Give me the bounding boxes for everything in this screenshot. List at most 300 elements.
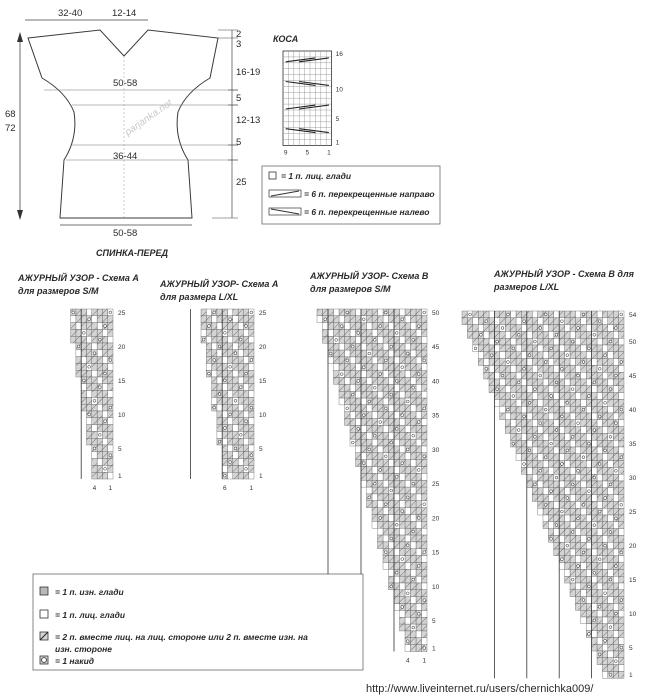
lace-cell: [383, 425, 389, 432]
lace-cell: [372, 460, 378, 467]
lace-cell: [619, 352, 624, 359]
chest-width-label: 50-58: [113, 78, 138, 89]
lace-cell: [367, 453, 373, 460]
lace-cell: [328, 316, 334, 323]
lace-cell: [473, 318, 478, 325]
lace-cell: [233, 431, 238, 438]
lace-cell: [108, 323, 113, 330]
chart-a-lxl-subtitle: для размера L/XL: [160, 292, 239, 302]
lace-cell: [619, 535, 624, 542]
lace-cell: [389, 309, 395, 316]
lace-cell: [538, 352, 543, 359]
lace-cell: [361, 439, 367, 446]
chart-row-number: 1: [259, 473, 263, 480]
lace-cell: [538, 318, 543, 325]
lace-cell: [543, 495, 548, 502]
lace-cell: [619, 393, 624, 400]
lace-cell: [372, 350, 378, 357]
lace-cell: [608, 311, 613, 318]
lace-cell: [378, 398, 384, 405]
lace-cell: [206, 363, 211, 370]
yarn-over-mark: [208, 372, 211, 375]
yarn-over-mark: [423, 455, 426, 458]
lace-cell: [97, 309, 102, 316]
lace-cell: [394, 343, 400, 350]
lace-cell: [532, 406, 537, 413]
lace-cell: [565, 331, 570, 338]
yarn-over-mark: [620, 551, 623, 554]
lace-cell: [516, 365, 521, 372]
length-arrow-bottom: [17, 210, 23, 220]
lace-cell: [597, 352, 602, 359]
lace-cell: [581, 617, 586, 624]
lace-cell: [575, 590, 580, 597]
lace-cell: [511, 420, 516, 427]
lace-cell: [527, 372, 532, 379]
lace-cell: [532, 495, 537, 502]
lace-cell: [222, 452, 227, 459]
chart-a-lxl-title: АЖУРНЫЙ УЗОР- Схема А: [160, 279, 279, 289]
knit-stitch-icon: [269, 172, 276, 179]
lace-cell: [494, 325, 499, 332]
lace-cell: [233, 391, 238, 398]
legend-knit: = 1 п. лиц. глади: [55, 610, 126, 620]
lace-cell: [608, 665, 613, 672]
yarn-over-mark: [202, 338, 205, 341]
yarn-over-mark: [571, 531, 574, 534]
lace-cell: [592, 406, 597, 413]
lace-cell: [102, 397, 107, 404]
lace-cell: [389, 501, 395, 508]
yarn-over-mark: [582, 361, 585, 364]
lace-cell: [619, 433, 624, 440]
lace-cell: [383, 467, 389, 474]
lace-cell: [378, 330, 384, 337]
lace-cell: [372, 323, 378, 330]
lace-cell: [405, 323, 411, 330]
lace-cell: [619, 386, 624, 393]
lace-cell: [619, 583, 624, 590]
lace-cell: [592, 454, 597, 461]
lace-cell: [592, 413, 597, 420]
lace-cell: [108, 411, 113, 418]
yarn-over-mark: [582, 551, 585, 554]
lace-cell: [532, 413, 537, 420]
yarn-over-mark: [88, 365, 91, 368]
lace-cell: [233, 425, 238, 432]
lace-cell: [416, 384, 422, 391]
lace-cell: [602, 338, 607, 345]
lace-cell: [613, 624, 618, 631]
lace-cell: [602, 610, 607, 617]
lace-cell: [602, 372, 607, 379]
lace-cell: [548, 365, 553, 372]
lace-cell: [411, 371, 417, 378]
lace-cell: [586, 549, 591, 556]
lace-cell: [559, 359, 564, 366]
lace-cell: [317, 309, 323, 316]
lace-cell: [521, 311, 526, 318]
lace-cell: [516, 399, 521, 406]
lace-cell: [249, 431, 254, 438]
lace-cell: [416, 350, 422, 357]
lace-cell: [405, 515, 411, 522]
lace-cell: [108, 350, 113, 357]
lace-cell: [405, 624, 411, 631]
lace-cell: [228, 350, 233, 357]
lace-cell: [570, 359, 575, 366]
lace-cell: [548, 495, 553, 502]
lace-cell: [422, 610, 428, 617]
lace-cell: [243, 363, 248, 370]
lace-cell: [559, 474, 564, 481]
lace-cell: [372, 467, 378, 474]
lace-cell: [92, 343, 97, 350]
lace-cell: [389, 515, 395, 522]
lace-cell: [361, 480, 367, 487]
lace-cell: [489, 311, 494, 318]
yarn-over-mark: [368, 448, 371, 451]
yarn-over-mark: [501, 327, 504, 330]
lace-cell: [97, 445, 102, 452]
lace-cell: [570, 454, 575, 461]
lace-cell: [586, 447, 591, 454]
lace-cell: [228, 431, 233, 438]
lace-cell: [400, 371, 406, 378]
yarn-over-mark: [577, 565, 580, 568]
yarn-over-mark: [561, 463, 564, 466]
chart-a-lxl: [159, 278, 278, 302]
lace-cell: [345, 323, 351, 330]
lace-cell: [367, 316, 373, 323]
yarn-over-mark: [469, 313, 472, 316]
lace-cell: [356, 350, 362, 357]
lace-cell: [575, 365, 580, 372]
lace-cell: [597, 515, 602, 522]
lace-cell: [570, 399, 575, 406]
lace-cell: [411, 378, 417, 385]
lace-cell: [467, 318, 472, 325]
lace-cell: [400, 405, 406, 412]
lace-cell: [87, 357, 92, 364]
lace-cell: [613, 597, 618, 604]
lace-cell: [597, 495, 602, 502]
lace-cell: [602, 467, 607, 474]
lace-cell: [597, 359, 602, 366]
lace-cell: [597, 420, 602, 427]
lace-cell: [394, 384, 400, 391]
lace-cell: [597, 427, 602, 434]
yarn-over-mark: [604, 592, 607, 595]
yarn-over-mark: [109, 311, 112, 314]
lace-cell: [405, 562, 411, 569]
lace-cell: [411, 343, 417, 350]
yarn-over-mark: [401, 606, 404, 609]
lace-cell: [527, 359, 532, 366]
lace-cell: [217, 323, 222, 330]
lace-cell: [586, 461, 591, 468]
lace-cell: [400, 597, 406, 604]
lace-cell: [527, 406, 532, 413]
lace-cell: [597, 617, 602, 624]
lace-cell: [548, 379, 553, 386]
lace-cell: [87, 370, 92, 377]
lace-cell: [97, 459, 102, 466]
lace-cell: [394, 542, 400, 549]
lace-cell: [416, 535, 422, 542]
lace-cell: [405, 473, 411, 480]
lace-cell: [400, 473, 406, 480]
lace-cell: [334, 378, 340, 385]
lace-cell: [602, 488, 607, 495]
lace-cell: [575, 338, 580, 345]
lace-cell: [597, 481, 602, 488]
lace-cell: [619, 325, 624, 332]
lace-cell: [389, 350, 395, 357]
lace-cell: [361, 405, 367, 412]
lace-cell: [356, 439, 362, 446]
lace-cell: [422, 391, 428, 398]
lace-cell: [570, 440, 575, 447]
lace-cell: [405, 316, 411, 323]
lace-cell: [411, 597, 417, 604]
lace-cell: [559, 495, 564, 502]
lace-cell: [516, 325, 521, 332]
lace-cell: [97, 465, 102, 472]
yarn-over-mark: [384, 551, 387, 554]
lace-cell: [422, 343, 428, 350]
lace-cell: [206, 329, 211, 336]
yarn-over-mark: [598, 510, 601, 513]
lace-cell: [484, 359, 489, 366]
lace-cell: [361, 467, 367, 474]
lace-cell: [416, 309, 422, 316]
yarn-over-mark: [379, 325, 382, 328]
lace-cell: [608, 331, 613, 338]
yarn-over-mark: [582, 408, 585, 411]
lace-cell: [367, 330, 373, 337]
lace-cell: [400, 419, 406, 426]
lace-cell: [592, 495, 597, 502]
lace-cell: [108, 431, 113, 438]
lace-cell: [372, 487, 378, 494]
lace-cell: [532, 461, 537, 468]
lace-cell: [516, 406, 521, 413]
yarn-over-mark: [324, 318, 327, 321]
length-sm-label: 68: [5, 109, 16, 120]
lace-cell: [586, 603, 591, 610]
lace-cell: [548, 420, 553, 427]
lace-cell: [389, 549, 395, 556]
lace-cell: [543, 474, 548, 481]
lace-cell: [422, 473, 428, 480]
yarn-over-mark: [93, 447, 96, 450]
lace-cell: [350, 309, 356, 316]
lace-cell: [575, 345, 580, 352]
lace-cell: [462, 311, 467, 318]
lace-cell: [586, 508, 591, 515]
lace-cell: [378, 480, 384, 487]
lace-cell: [602, 433, 607, 440]
lace-cell: [613, 549, 618, 556]
lace-cell: [575, 406, 580, 413]
lace-cell: [548, 427, 553, 434]
lace-cell: [416, 460, 422, 467]
lace-cell: [538, 495, 543, 502]
lace-cell: [389, 405, 395, 412]
lace-cell: [411, 501, 417, 508]
lace-cell: [500, 338, 505, 345]
lace-cell: [613, 644, 618, 651]
lace-cell: [538, 501, 543, 508]
lace-cell: [378, 501, 384, 508]
lace-cell: [581, 379, 586, 386]
lace-cell: [201, 316, 206, 323]
lace-cell: [586, 542, 591, 549]
yarn-over-mark: [401, 558, 404, 561]
lace-cell: [554, 515, 559, 522]
lace-cell: [81, 350, 86, 357]
lace-cell: [608, 427, 613, 434]
lace-cell: [394, 439, 400, 446]
lace-cell: [597, 631, 602, 638]
lace-cell: [613, 399, 618, 406]
lace-cell: [383, 521, 389, 528]
cable-row-number: 10: [335, 86, 343, 94]
lace-cell: [505, 372, 510, 379]
yarn-over-mark: [593, 524, 596, 527]
chart-row-number: 15: [629, 577, 637, 584]
lace-cell: [372, 309, 378, 316]
lace-cell: [81, 357, 86, 364]
lace-cell: [411, 610, 417, 617]
lace-cell: [570, 501, 575, 508]
lace-cell: [608, 406, 613, 413]
lace-cell: [586, 563, 591, 570]
lace-cell: [602, 427, 607, 434]
lace-cell: [581, 399, 586, 406]
lace-cell: [383, 364, 389, 371]
lace-cell: [484, 352, 489, 359]
lace-cell: [565, 529, 570, 536]
lace-cell: [608, 569, 613, 576]
lace-cell: [228, 438, 233, 445]
lace-cell: [575, 501, 580, 508]
lace-cell: [608, 563, 613, 570]
lace-cell: [411, 405, 417, 412]
lace-cell: [92, 336, 97, 343]
lace-cell: [516, 420, 521, 427]
lace-cell: [592, 393, 597, 400]
yarn-over-mark: [362, 462, 365, 465]
lace-cell: [586, 427, 591, 434]
lace-cell: [613, 474, 618, 481]
lace-cell: [389, 384, 395, 391]
lace-cell: [97, 438, 102, 445]
yarn-over-mark: [571, 483, 574, 486]
lace-cell: [597, 658, 602, 665]
lace-cell: [532, 393, 537, 400]
lace-cell: [489, 345, 494, 352]
yarn-over-mark: [615, 422, 618, 425]
lace-cell: [249, 377, 254, 384]
lace-cell: [81, 343, 86, 350]
lace-cell: [619, 318, 624, 325]
lace-cell: [108, 391, 113, 398]
lace-cell: [608, 318, 613, 325]
lace-cell: [613, 427, 618, 434]
lace-cell: [411, 515, 417, 522]
lace-cell: [511, 325, 516, 332]
lace-cell: [92, 316, 97, 323]
yarn-over-mark: [604, 497, 607, 500]
lace-cell: [372, 357, 378, 364]
lace-cell: [97, 329, 102, 336]
lace-cell: [619, 603, 624, 610]
lace-cell: [608, 556, 613, 563]
lace-cell: [602, 583, 607, 590]
lace-cell: [619, 481, 624, 488]
lace-cell: [500, 406, 505, 413]
lace-cell: [411, 412, 417, 419]
yarn-over-mark: [72, 311, 75, 314]
lace-cell: [570, 467, 575, 474]
lace-cell: [394, 412, 400, 419]
lace-cell: [222, 459, 227, 466]
lace-cell: [71, 316, 76, 323]
lace-cell: [511, 406, 516, 413]
lace-cell: [383, 384, 389, 391]
yarn-over-mark: [406, 544, 409, 547]
lace-cell: [559, 542, 564, 549]
lace-cell: [527, 318, 532, 325]
lace-cell: [102, 336, 107, 343]
lace-cell: [592, 597, 597, 604]
lace-cell: [405, 371, 411, 378]
lace-cell: [602, 535, 607, 542]
lace-cell: [548, 413, 553, 420]
lace-cell: [554, 386, 559, 393]
lace-cell: [383, 480, 389, 487]
lace-cell: [565, 393, 570, 400]
yarn-over-mark: [588, 585, 591, 588]
lace-cell: [608, 522, 613, 529]
lace-cell: [597, 610, 602, 617]
lace-cell: [619, 637, 624, 644]
lace-cell: [511, 379, 516, 386]
yarn-over-mark: [571, 388, 574, 391]
lace-cell: [608, 393, 613, 400]
yarn-over-mark: [588, 633, 591, 636]
lace-cell: [619, 658, 624, 665]
lace-cell: [356, 412, 362, 419]
lace-cell: [222, 350, 227, 357]
lace-cell: [548, 352, 553, 359]
lace-cell: [592, 467, 597, 474]
lace-cell: [356, 343, 362, 350]
lace-cell: [554, 365, 559, 372]
lace-cell: [559, 488, 564, 495]
lace-cell: [405, 583, 411, 590]
lace-cell: [222, 370, 227, 377]
lace-cell: [233, 438, 238, 445]
lace-cell: [243, 329, 248, 336]
lace-cell: [400, 330, 406, 337]
lace-cell: [394, 364, 400, 371]
lace-cell: [608, 597, 613, 604]
lace-cell: [422, 487, 428, 494]
lace-cell: [97, 411, 102, 418]
